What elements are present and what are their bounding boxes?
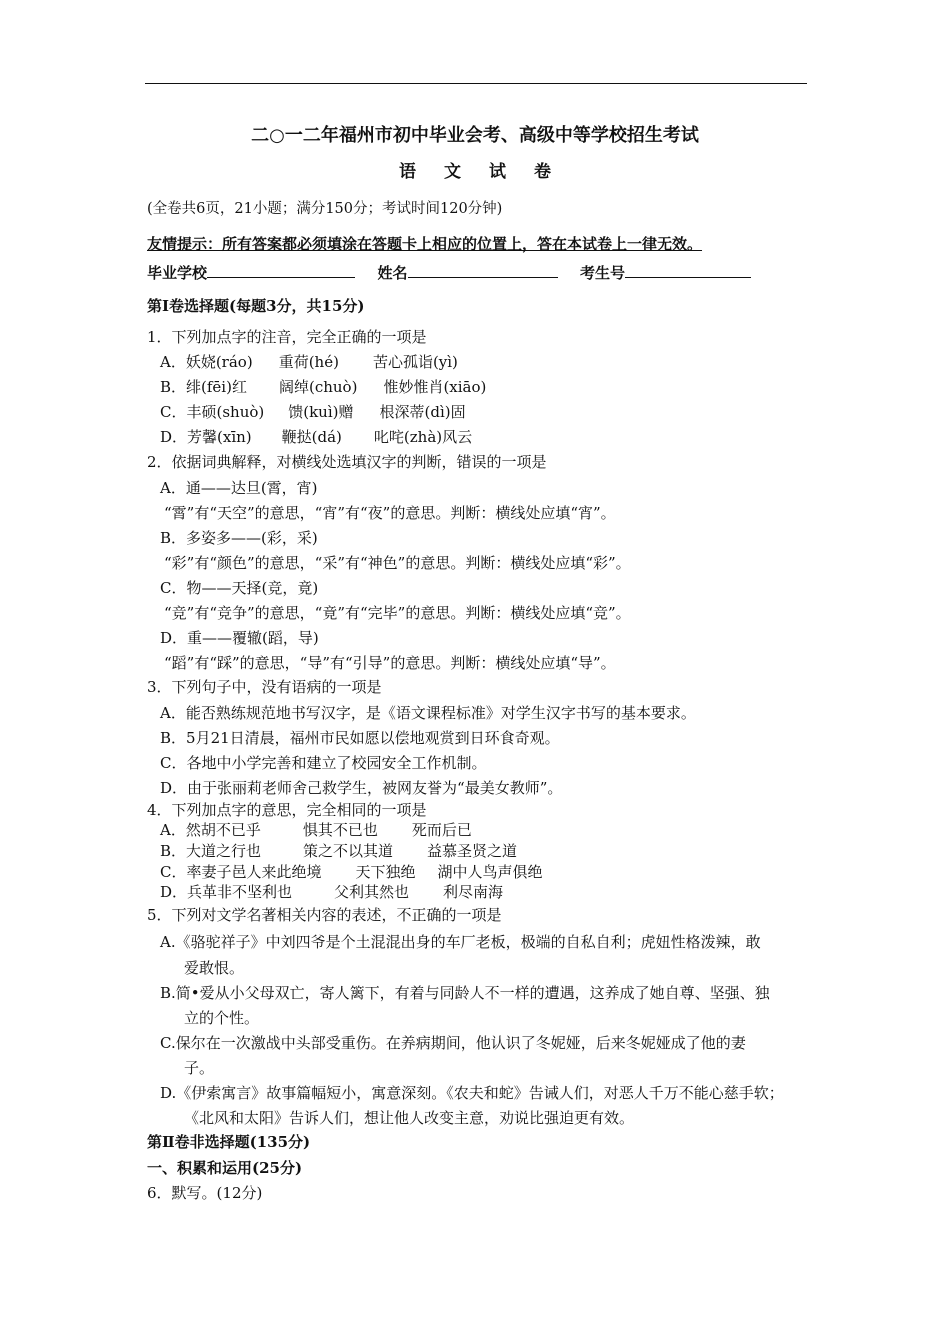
q5-option-a-line1: A.《骆驼祥子》中刘四爷是个土混混出身的车厂老板，极端的自私自利；虎妞性格泼辣，敢 [160,933,761,951]
q1-option-a: A．妖娆(ráo) 重荷(hé) 苦心孤诣(yì) [160,353,458,371]
q2-stem: 2．依据词典解释，对横线处选填汉字的判断，错误的一项是 [147,453,547,471]
q5-option-c-line2: 子。 [184,1059,215,1077]
student-info-row [147,263,751,283]
q5-stem: 5．下列对文学名著相关内容的表述，不正确的一项是 [147,906,502,924]
name-blank[interactable] [408,263,558,278]
q1-stem: 1．下列加点字的注音，完全正确的一项是 [147,328,427,346]
q2-option-c: C．物——天择(竞，竟) [160,579,319,597]
q2-explain-d: “蹈”有“踩”的意思，“导”有“引导”的意思。判断：横线处应填“导”。 [164,654,616,672]
q2-option-a: A．通——达旦(霄，宵) [160,479,318,497]
q2-option-d: D．重——覆辙(蹈，导) [160,629,319,647]
q3-stem: 3．下列句子中，没有语病的一项是 [147,678,382,696]
section2-part1: 一、积累和运用(25分) [147,1159,303,1177]
q3-option-c: C．各地中小学完善和建立了校园安全工作机制。 [160,754,487,772]
q2-explain-b: “彩”有“颜色”的意思，“采”有“神色”的意思。判断：横线处应填“彩”。 [164,554,631,572]
q1-option-b: B．绯(fēi)红 阔绰(chuò) 惟妙惟肖(xiāo) [160,378,487,396]
top-rule [145,83,807,84]
q5-option-c-line1: C.保尔在一次激战中头部受重伤。在养病期间，他认识了冬妮娅，后来冬妮娅成了他的妻 [160,1034,746,1052]
q4-option-c: C．率妻子邑人来此绝境 天下独绝 湖中人鸟声俱绝 [160,863,543,881]
q5-option-d-line1: D.《伊索寓言》故事篇幅短小，寓意深刻。《农夫和蛇》告诫人们，对恶人千万不能心慈手软； [160,1084,784,1102]
q4-option-b: B．大道之行也 策之不以其道 益慕圣贤之道 [160,842,518,860]
exam-subtitle: 语文试卷 [399,162,579,182]
exam-notice: 友情提示：所有答案都必须填涂在答题卡上相应的位置上，答在本试卷上一律无效。 [147,235,703,253]
q2-explain-a: “霄”有“天空”的意思，“宵”有“夜”的意思。判断：横线处应填“宵”。 [164,504,616,522]
school-label: 毕业学校 [147,264,208,282]
q3-option-b: B．5月21日清晨，福州市民如愿以偿地观赏到日环食奇观。 [160,729,560,747]
q5-option-b-line2: 立的个性。 [184,1009,260,1027]
q5-option-a-line2: 爱敢恨。 [184,959,245,977]
id-blank[interactable] [625,263,751,278]
id-label: 考生号 [579,264,625,282]
school-blank[interactable] [207,263,355,278]
section2-title: 第Ⅱ卷非选择题(135分) [147,1133,311,1151]
q5-option-d-line2: 《北风和太阳》告诉人们，想让他人改变主意，劝说比强迫更有效。 [184,1109,635,1127]
name-label: 姓名 [377,264,408,282]
q2-explain-c: “竞”有“竞争”的意思，“竟”有“完毕”的意思。判断：横线处应填“竞”。 [164,604,631,622]
q3-option-a: A．能否熟练规范地书写汉字，是《语文课程标准》对学生汉字书写的基本要求。 [160,704,696,722]
q2-option-b: B．多姿多——(彩，采) [160,529,318,547]
exam-info: (全卷共6页，21小题；满分150分；考试时间120分钟) [147,201,503,217]
q4-option-d: D．兵革非不坚利也 父利其然也 利尽南海 [160,883,504,901]
q3-option-d: D．由于张丽莉老师舍己救学生，被网友誉为“最美女教师”。 [160,779,563,797]
q5-option-b-line1: B.简•爱从小父母双亡，寄人篱下，有着与同龄人不一样的遭遇，这养成了她自尊、坚强、独 [160,984,770,1002]
q1-option-d: D．芳馨(xīn) 鞭挞(dá) 叱咤(zhà)风云 [160,428,473,446]
exam-title: 二○一二年福州市初中毕业会考、高级中等学校招生考试 [251,125,699,146]
section1-title: 第Ⅰ卷选择题(每题3分，共15分) [147,297,365,315]
q1-option-c: C．丰硕(shuò) 馈(kuì)赠 根深蒂(dì)固 [160,403,466,421]
q4-option-a: A．然胡不已乎 惧其不已也 死而后已 [160,821,472,839]
q6-stem: 6．默写。(12分) [147,1184,263,1202]
q4-stem: 4．下列加点字的意思，完全相同的一项是 [147,801,427,819]
